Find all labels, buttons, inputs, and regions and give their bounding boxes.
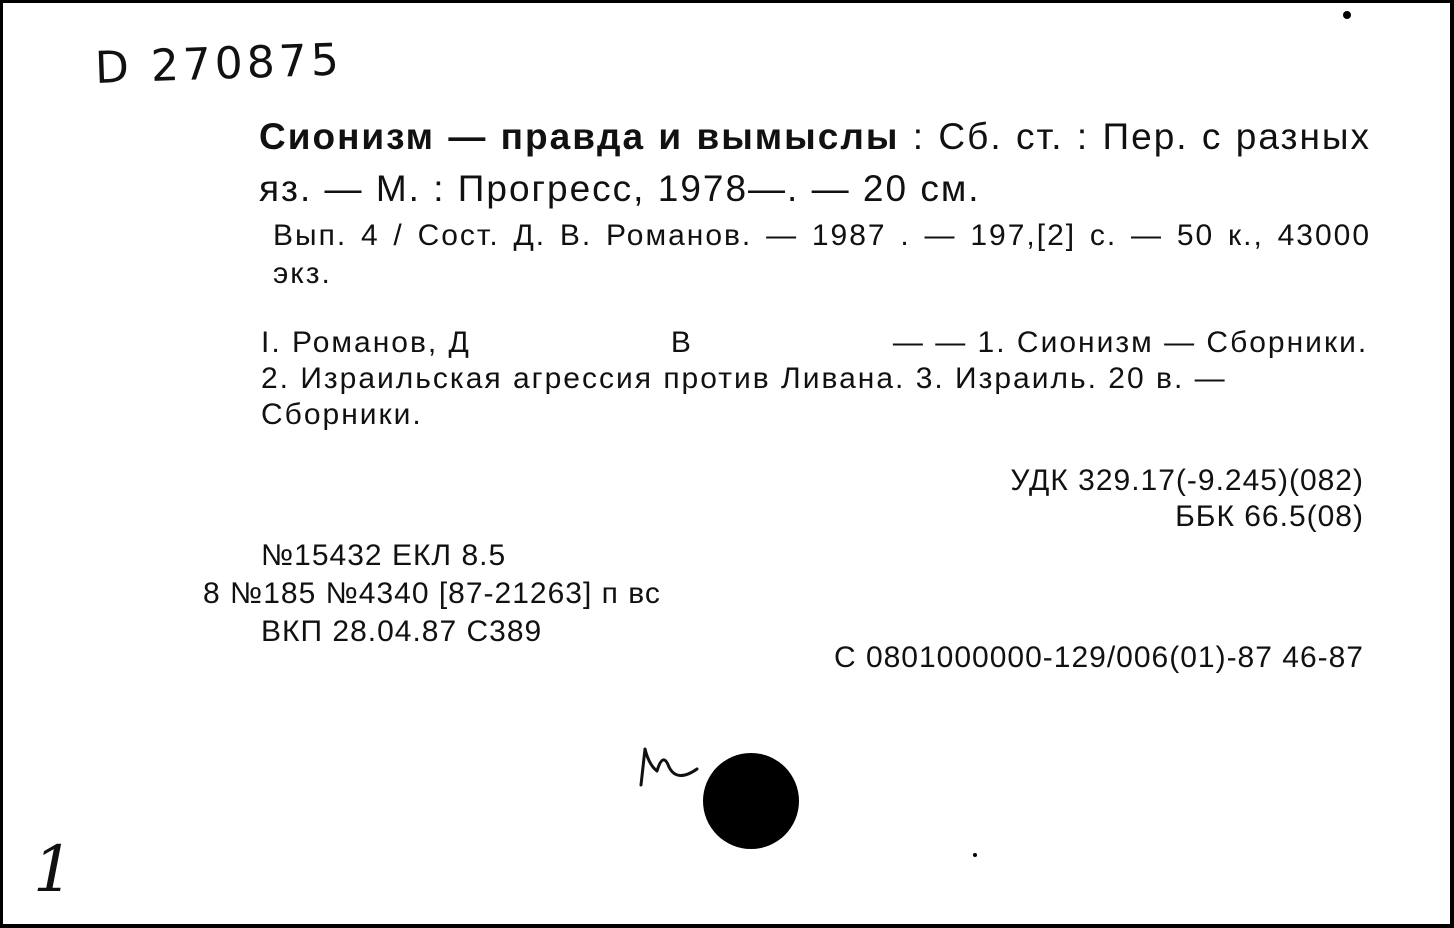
speck-icon (1343, 11, 1351, 19)
volume-text: Вып. 4 / Сост. Д. В. Романов. — 1987 . — 197,[2] с. — 50 к., 43000 экз. (273, 219, 1371, 290)
imprint: : Сб. ст. : Пер. с разных яз. — М. : Прогресс, 1978—. — 20 см. (259, 116, 1371, 209)
udk-code: УДК 329.17(-9.245)(082) (1010, 464, 1364, 497)
title-block (203, 111, 1371, 215)
punch-hole-icon (703, 753, 799, 849)
title: Сионизм — правда и вымыслы (259, 116, 900, 157)
initials-icon (635, 731, 705, 791)
subject-tracings (203, 325, 1371, 433)
tracing-subjects: — — 1. Сионизм — Сборники. 2. Израильская агрессия против Ливана. 3. Израиль. 20 в. — Сборники. (261, 326, 1369, 431)
internal-code-line: №15432 ЕКЛ 8.5 (261, 539, 507, 572)
internal-code-line: 8 №185 №4340 [87-21263] п вс (203, 577, 661, 610)
card-number: 1 (33, 833, 74, 907)
bbk-code: ББК 66.5(08) (1175, 500, 1364, 533)
series-code: С 0801000000-129/006(01)-87 46-87 (833, 641, 1364, 674)
tracing-author: I. Романов, Д (261, 326, 471, 359)
tracing-author-initial: В (670, 326, 693, 359)
accession-number: D 270875 (94, 34, 344, 94)
speck-icon (973, 853, 977, 857)
internal-codes (203, 537, 661, 651)
volume-description (203, 217, 1371, 293)
classification (1010, 463, 1364, 535)
internal-code-line: ВКП 28.04.87 С389 (261, 615, 543, 648)
